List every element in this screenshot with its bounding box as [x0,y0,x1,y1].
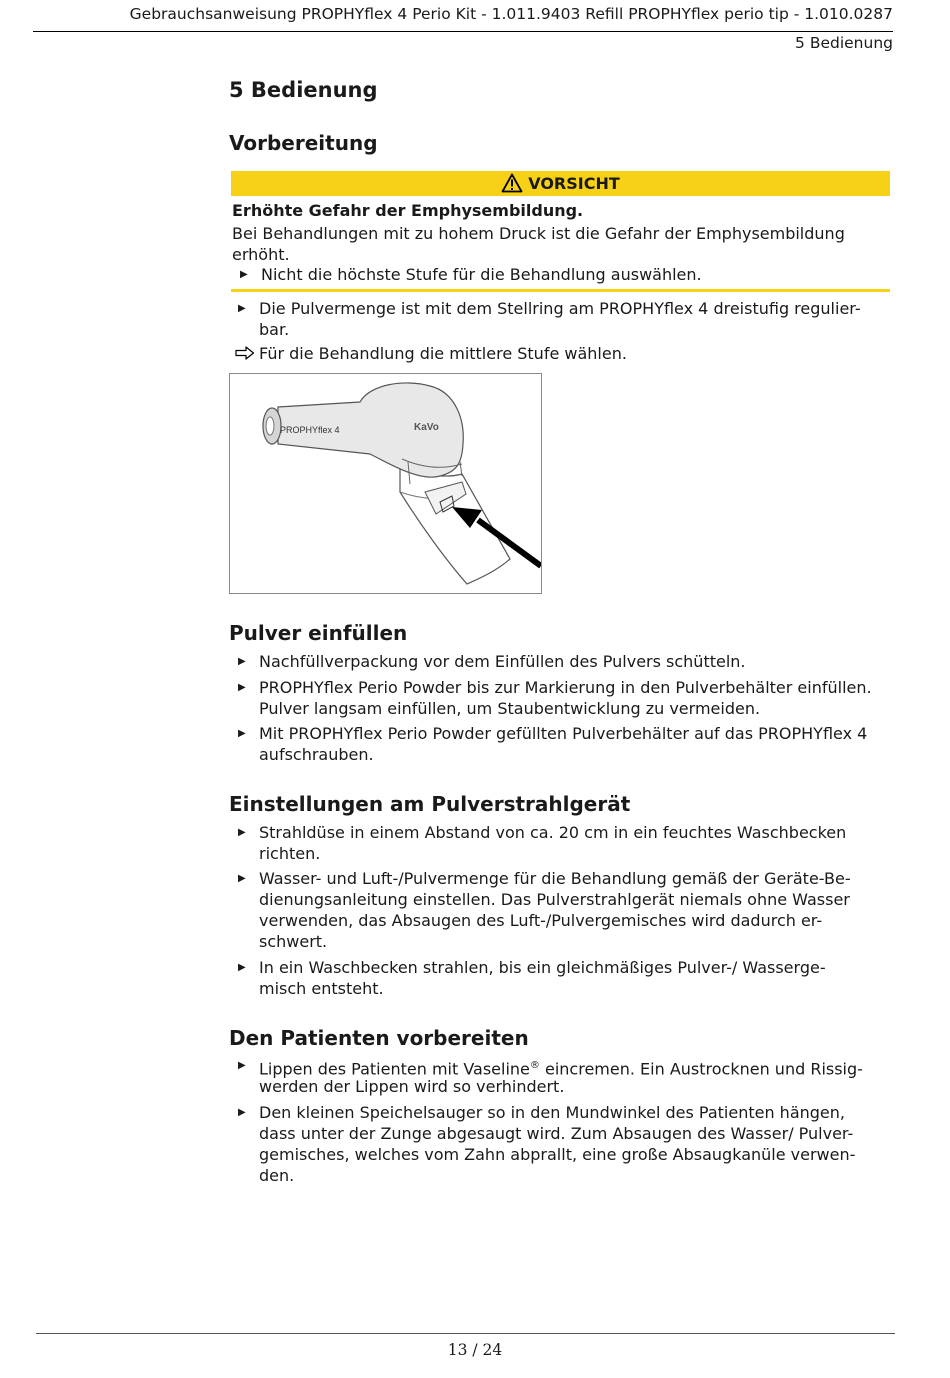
section-title-patient: Den Patienten vorbereiten [229,1026,529,1050]
list-item: richten. [259,844,321,863]
bullet-triangle-icon: ▶ [238,1060,246,1071]
list-item: schwert. [259,932,328,951]
section-title-preparation: Vorbereitung [229,131,378,155]
list-item: Mit PROPHYflex Perio Powder gefüllten Pulverbehälter auf das PROPHYflex 4 [259,724,868,743]
bullet-triangle-icon: ▶ [238,1107,246,1118]
list-item: werden der Lippen wird so verhindert. [259,1077,565,1096]
document-header-title: Gebrauchsanweisung PROPHYflex 4 Perio Kit - 1.011.9403 Refill PROPHYflex perio tip - 1.010.0287 [129,5,893,23]
list-item: Nachfüllverpackung vor dem Einfüllen des Pulvers schütteln. [259,652,746,671]
page-number: 13 / 24 [447,1341,503,1359]
header-divider [33,31,893,32]
list-item: PROPHYflex Perio Powder bis zur Markierung in den Pulverbehälter einfüllen. [259,678,872,697]
warning-header [231,173,890,193]
list-item: verwenden, das Absaugen des Luft-/Pulvergemisches wird dadurch er- [259,911,823,930]
warning-text-line: Bei Behandlungen mit zu hohem Druck ist die Gefahr der Emphysembildung [232,224,845,243]
list-item: Pulver langsam einfüllen, um Staubentwicklung zu vermeiden. [259,699,761,718]
registered-mark: ® [529,1060,540,1071]
step-result: Für die Behandlung die mittlere Stufe wählen. [259,344,627,363]
list-item: gemisches, welches vom Zahn abprallt, eine große Absaugkanüle verwen- [259,1145,856,1164]
section-title-settings: Einstellungen am Pulverstrahlgerät [229,792,631,816]
warning-text-line: erhöht. [232,245,290,264]
list-item-text: Lippen des Patienten mit Vaseline [259,1059,530,1079]
warning-heading: Erhöhte Gefahr der Emphysembildung. [232,201,584,220]
device-label: PROPHYflex 4 [280,425,340,435]
warning-label: VORSICHT [528,174,620,193]
list-item: aufschrauben. [259,745,374,764]
footer-divider [36,1333,895,1334]
list-item: Wasser- und Luft-/Pulvermenge für die Behandlung gemäß der Geräte-Be- [259,869,851,888]
brand-label: KaVo [414,422,439,433]
list-item-text: eincremen. Ein Austrocknen und Rissig- [539,1059,863,1079]
header-chapter: 5 Bedienung [795,34,893,52]
result-arrow-icon [235,346,255,360]
list-item: Den kleinen Speichelsauger so in den Mundwinkel des Patienten hängen, [259,1103,845,1122]
device-illustration [229,373,542,594]
bullet-triangle-icon: ▶ [238,728,246,739]
list-item: Strahldüse in einem Abstand von ca. 20 cm in ein feuchtes Waschbecken [259,823,847,842]
warning-bottom-rule [231,289,890,292]
section-title-fill-powder: Pulver einfüllen [229,621,408,645]
chapter-title: 5 Bedienung [229,78,378,102]
bullet-triangle-icon: ▶ [238,682,246,693]
list-item: In ein Waschbecken strahlen, bis ein gleichmäßiges Pulver-/ Wasserge- [259,958,826,977]
warning-banner [231,171,890,196]
bullet-triangle-icon: ▶ [238,656,246,667]
bullet-triangle-icon: ▶ [240,269,248,280]
list-item: dienungsanleitung einstellen. Das Pulverstrahlgerät niemals ohne Wasser [259,890,850,909]
prophyflex-device-drawing [230,374,541,593]
bullet-triangle-icon: ▶ [238,873,246,884]
list-item: misch entsteht. [259,979,384,998]
bullet-triangle-icon: ▶ [238,962,246,973]
bullet-triangle-icon: ▶ [238,303,246,314]
list-item: dass unter der Zunge abgesaugt wird. Zum Absaugen des Wasser/ Pulver- [259,1124,854,1143]
step-line: Die Pulvermenge ist mit dem Stellring am PROPHYflex 4 dreistufig regulier- [259,299,861,318]
bullet-triangle-icon: ▶ [238,827,246,838]
step-line: bar. [259,320,290,339]
warning-action: Nicht die höchste Stufe für die Behandlung auswählen. [261,265,702,284]
warning-triangle-icon [501,173,523,193]
list-item: den. [259,1166,295,1185]
